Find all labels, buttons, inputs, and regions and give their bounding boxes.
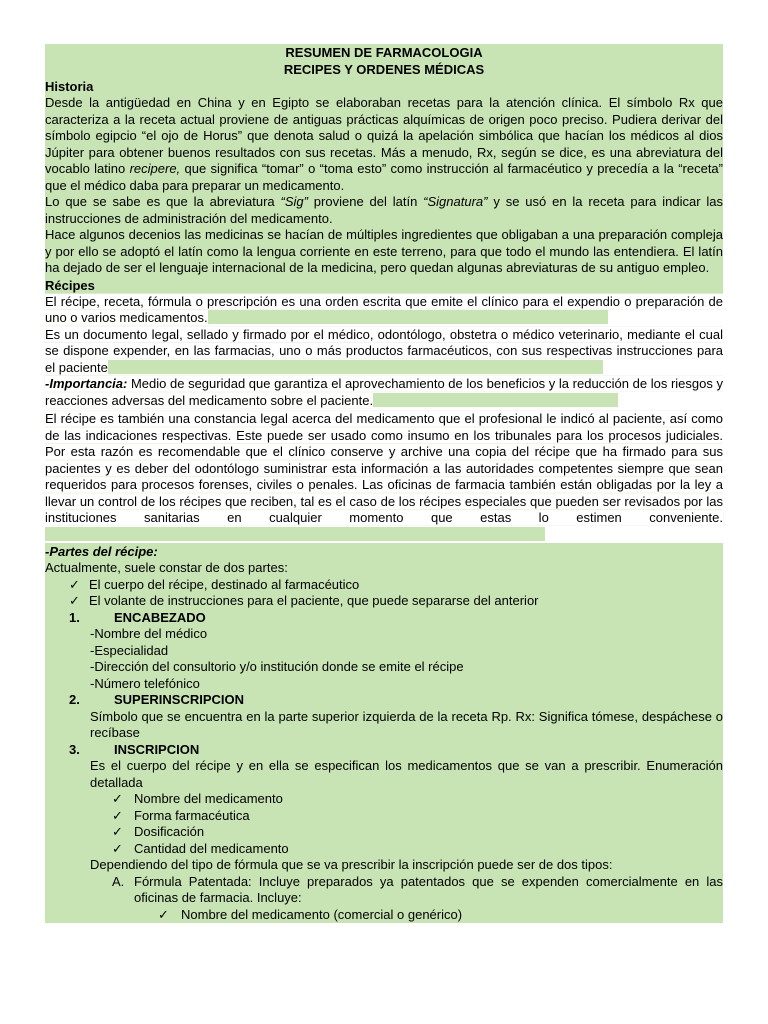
recipes-paragraph-1: El récipe, receta, fórmula o prescripción es una orden escrita que emite el clínico para el expendio o preparación de uno o varios medicamentos. (45, 293, 723, 325)
recipes-paragraph-3: El récipe es también una constancia legal acerca del medicamento que el profesional le indicó al paciente, así como de las indicaciones respectivas. Este puede ser usado como insumo en los tribunales para los procesos judiciales. Por esta razón es recomendable que el clínico conserve y archive una copia del récipe que ha firmado para sus pacientes y es deber del odontólogo suministrar esta información a las autoridades competentes siempre que sean requeridos para procesos forenses, civiles o penales. Las oficinas de farmacia también están obligadas por la ley a llevar un control de los récipes que reciben, tal es el caso de los récipes especiales que pueden ser revisados por las instituciones sanitarias en cualquier momento que estas lo estimen conveniente. (45, 411, 723, 543)
heading-partes: -Partes del récipe: (45, 544, 158, 559)
encabezado-line: -Especialidad (90, 642, 169, 658)
list-item: ✓ Cantidad del medicamento (112, 840, 289, 856)
list-item: ✓ El cuerpo del récipe, destinado al farmacéutico (69, 576, 360, 592)
section-inscripcion-heading: 3. INSCRIPCION (69, 741, 200, 757)
list-item: ✓ Dosificación (112, 824, 205, 839)
checkmark-icon: ✓ (112, 824, 123, 839)
checkmark-icon: ✓ (158, 906, 169, 922)
list-item: ✓ El volante de instrucciones para el paciente, que puede separarse del anterior (69, 593, 539, 608)
historia-paragraph-1: Desde la antigüedad en China y en Egipto se elaboraban recetas para la atención clínica. El símbolo Rx que caracteriza a la receta actual proviene de antiguas prácticas alquímicas de origen poco preciso. Pudiera derivar del símbolo egipcio “el ojo de Horus” que denota salud o quizá la apelación simbólica que hacían los médicos al dios Júpiter para obtener buenos resultados con sus recetas. Más a menudo, Rx, según se dice, es una abreviatura del vocablo latino recipere, que significa “tomar” o “toma esto” como instrucción al farmacéutico y precedía a la “receta” que el médico daba para preparar un medicamento. (45, 95, 723, 193)
importancia-paragraph: -Importancia: Medio de seguridad que garantiza el aprovechamiento de los beneficios y la reducción de los riesgos y reacciones adversas del medicamento sobre el paciente. (45, 376, 723, 408)
section-superinscripcion-heading: 2. SUPERINSCRIPCION (69, 692, 245, 707)
checkmark-icon: ✓ (69, 593, 80, 608)
document-title: RESUMEN DE FARMACOLOGIA (285, 45, 483, 60)
document-subtitle: RECIPES Y ORDENES MÉDICAS (283, 62, 485, 77)
list-item: ✓ Nombre del medicamento (comercial o genérico) (158, 906, 463, 922)
inscripcion-tipos: Dependiendo del tipo de fórmula que se va prescribir la inscripción puede ser de dos tipos: (90, 857, 613, 872)
checkmark-icon: ✓ (112, 807, 123, 823)
heading-recipes: Récipes (45, 277, 95, 293)
inscripcion-text: Es el cuerpo del récipe y en ella se especifican los medicamentos que se van a prescribir. Enumeración detallada (90, 758, 723, 790)
historia-paragraph-3: Hace algunos decenios las medicinas se hacían de múltiples ingredientes que obligaban a una preparación compleja y por ello se adoptó el latín como la lengua corriente en este terreno, para que todo el mundo las entendiera. El latín ha dejado de ser el lenguaje internacional de la medicina, pero quedan algunas abreviaturas de su antiguo empleo. (45, 227, 723, 275)
superinscripcion-text: Símbolo que se encuentra en la parte superior izquierda de la receta Rp. Rx: Significa tómese, despáchese o recíbase (90, 708, 723, 740)
checkmark-icon: ✓ (69, 576, 80, 592)
historia-paragraph-2: Lo que se sabe es que la abreviatura “Sig” proviene del latín “Signatura” y se usó en la receta para indicar las instrucciones de administración del medicamento. (45, 194, 724, 226)
recipes-paragraph-2: Es un documento legal, sellado y firmado por el médico, odontólogo, obstetra o médico veterinario, mediante el cual se dispone expender, en las farmacias, uno o más productos farmacéuticos, con sus respectivas instrucciones para el paciente (45, 326, 723, 375)
document-body (45, 44, 723, 923)
title-block (45, 44, 723, 294)
tipo-a-item: A. Fórmula Patentada: Incluye preparados ya patentados que se expenden comercialmente en las oficinas de farmacia. Incluye: (112, 873, 723, 905)
encabezado-line: -Número telefónico (90, 675, 200, 691)
encabezado-line: -Nombre del médico (90, 626, 208, 641)
heading-historia: Historia (45, 79, 94, 94)
encabezado-line: -Dirección del consultorio y/o institución donde se emite el récipe (90, 659, 464, 674)
list-item: ✓ Nombre del medicamento (112, 791, 283, 806)
partes-block (45, 543, 723, 923)
checkmark-icon: ✓ (112, 840, 123, 856)
partes-intro: Actualmente, suele constar de dos partes: (45, 560, 288, 575)
checkmark-icon: ✓ (112, 791, 123, 806)
list-item: ✓ Forma farmacéutica (112, 807, 250, 823)
section-encabezado-heading: 1. ENCABEZADO (69, 609, 206, 625)
